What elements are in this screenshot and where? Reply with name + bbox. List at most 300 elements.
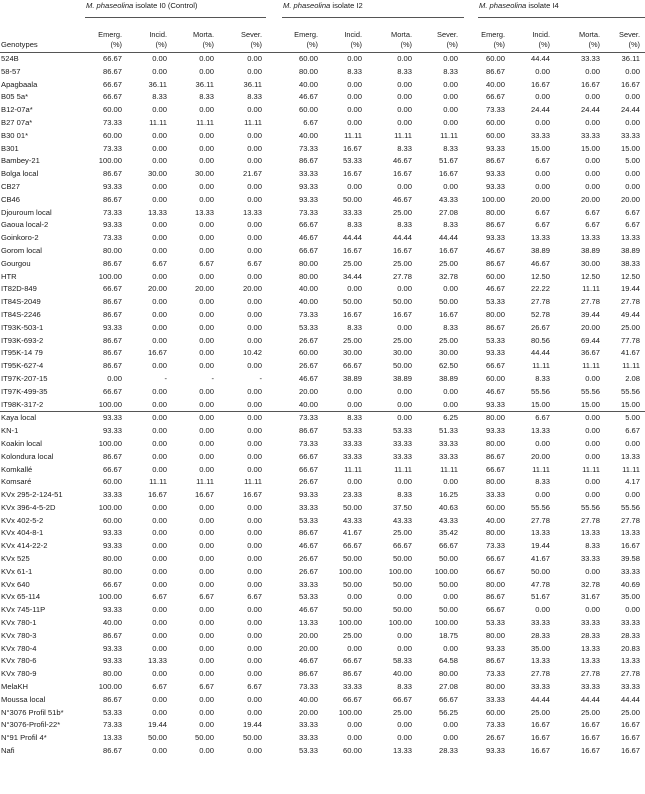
genotype-cell: KVx 295-2-124-51 bbox=[1, 490, 63, 500]
value-cell-i0-emerg: 86.67 bbox=[102, 348, 122, 358]
genotype-cell: CB27 bbox=[1, 181, 20, 191]
value-cell-i0-emerg: 86.67 bbox=[102, 309, 122, 319]
value-cell-i4-morta: 0.00 bbox=[585, 181, 600, 191]
value-cell-i4-incid: 6.67 bbox=[535, 156, 550, 166]
value-cell-i2-incid: 0.00 bbox=[347, 284, 362, 294]
value-cell-i0-sever: 0.00 bbox=[247, 643, 262, 653]
value-cell-i0-incid: 6.67 bbox=[152, 592, 167, 602]
table-row bbox=[0, 347, 645, 360]
table-row bbox=[0, 643, 645, 656]
value-cell-i2-emerg: 60.00 bbox=[298, 54, 318, 63]
value-cell-i4-incid: 20.00 bbox=[530, 451, 550, 461]
value-cell-i2-incid: 0.00 bbox=[347, 92, 362, 102]
value-cell-i2-morta: 37.50 bbox=[392, 502, 412, 512]
genotype-cell: Goinkoro-2 bbox=[1, 233, 39, 243]
value-cell-i2-emerg: 33.33 bbox=[298, 169, 318, 179]
value-cell-i4-emerg: 33.33 bbox=[485, 694, 505, 704]
value-cell-i4-sever: 16.67 bbox=[620, 79, 640, 89]
value-cell-i0-incid: 30.00 bbox=[147, 169, 167, 179]
value-cell-i0-emerg: 73.33 bbox=[102, 233, 122, 243]
value-cell-i2-emerg: 46.67 bbox=[298, 373, 318, 383]
value-cell-i0-sever: 0.00 bbox=[247, 426, 262, 436]
value-cell-i0-incid: 0.00 bbox=[152, 335, 167, 345]
value-cell-i4-morta: 11.11 bbox=[582, 361, 600, 371]
value-cell-i0-incid: 0.00 bbox=[152, 554, 167, 564]
value-cell-i0-morta: 13.33 bbox=[194, 207, 214, 217]
value-cell-i4-emerg: 73.33 bbox=[485, 105, 505, 115]
genotype-cell: Djouroum local bbox=[1, 207, 52, 217]
value-cell-i0-sever: 0.00 bbox=[247, 502, 262, 512]
value-cell-i0-incid: 0.00 bbox=[152, 464, 167, 474]
value-cell-i2-morta: 0.00 bbox=[397, 92, 412, 102]
value-cell-i4-sever: 11.11 bbox=[622, 464, 640, 474]
value-cell-i4-sever: 40.69 bbox=[620, 579, 640, 589]
value-cell-i4-morta: 33.33 bbox=[580, 618, 600, 628]
value-cell-i4-emerg: 66.67 bbox=[485, 464, 505, 474]
value-cell-i4-incid: 38.89 bbox=[530, 245, 550, 255]
value-cell-i0-morta: 0.00 bbox=[199, 669, 214, 679]
value-cell-i0-sever: 6.67 bbox=[247, 592, 262, 602]
table-row bbox=[0, 143, 645, 156]
value-cell-i2-sever: 0.00 bbox=[443, 592, 458, 602]
value-cell-i4-emerg: 86.67 bbox=[485, 66, 505, 76]
group-rule-i2 bbox=[282, 17, 464, 18]
value-cell-i4-emerg: 80.00 bbox=[485, 309, 505, 319]
value-cell-i0-emerg: 93.33 bbox=[102, 322, 122, 332]
value-cell-i4-sever: 24.44 bbox=[620, 105, 640, 115]
value-cell-i4-emerg: 66.67 bbox=[485, 361, 505, 371]
value-cell-i0-emerg: 93.33 bbox=[102, 541, 122, 551]
value-cell-i2-incid: 60.00 bbox=[342, 746, 362, 756]
table-row bbox=[0, 617, 645, 630]
value-cell-i2-sever: 40.63 bbox=[438, 502, 458, 512]
value-cell-i4-incid: 6.67 bbox=[535, 413, 550, 423]
value-cell-i0-sever: 0.00 bbox=[247, 309, 262, 319]
value-cell-i0-emerg: 73.33 bbox=[102, 117, 122, 127]
value-cell-i2-morta: 38.89 bbox=[392, 373, 412, 383]
value-cell-i2-morta: 8.33 bbox=[397, 66, 412, 76]
value-cell-i4-incid: 27.78 bbox=[530, 297, 550, 307]
value-cell-i4-emerg: 93.33 bbox=[485, 746, 505, 756]
value-cell-i0-emerg: 66.67 bbox=[102, 54, 122, 63]
value-cell-i4-incid: 12.50 bbox=[530, 271, 550, 281]
value-cell-i2-morta: 66.67 bbox=[392, 694, 412, 704]
value-cell-i2-morta: 11.11 bbox=[394, 464, 412, 474]
value-cell-i0-emerg: 60.00 bbox=[102, 130, 122, 140]
value-cell-i0-morta: 0.00 bbox=[199, 528, 214, 538]
value-cell-i0-incid: 0.00 bbox=[152, 643, 167, 653]
value-cell-i4-incid: 51.67 bbox=[530, 592, 550, 602]
table-row bbox=[0, 232, 645, 245]
value-cell-i0-morta: 0.00 bbox=[199, 399, 214, 409]
value-cell-i4-incid: 44.44 bbox=[530, 694, 550, 704]
value-cell-i4-morta: 38.89 bbox=[580, 245, 600, 255]
table-row bbox=[0, 155, 645, 168]
value-cell-i2-sever: 0.00 bbox=[443, 92, 458, 102]
value-cell-i4-sever: 28.33 bbox=[620, 630, 640, 640]
value-cell-i4-incid: 8.33 bbox=[535, 477, 550, 487]
value-cell-i0-incid: 0.00 bbox=[152, 630, 167, 640]
value-cell-i0-morta: 0.00 bbox=[199, 386, 214, 396]
value-cell-i4-incid: 44.44 bbox=[530, 54, 550, 63]
value-cell-i2-emerg: 86.67 bbox=[298, 426, 318, 436]
value-cell-i4-sever: 77.78 bbox=[620, 335, 640, 345]
value-cell-i2-sever: 0.00 bbox=[443, 117, 458, 127]
value-cell-i4-morta: 0.00 bbox=[585, 373, 600, 383]
value-cell-i2-sever: 43.33 bbox=[438, 194, 458, 204]
value-cell-i2-emerg: 53.33 bbox=[298, 515, 318, 525]
genotype-cell: KVx 780-3 bbox=[1, 630, 37, 640]
value-cell-i0-sever: 0.00 bbox=[247, 554, 262, 564]
value-cell-i2-sever: 8.33 bbox=[443, 220, 458, 230]
value-cell-i0-morta: 0.00 bbox=[199, 707, 214, 717]
value-cell-i2-morta: 0.00 bbox=[397, 643, 412, 653]
value-cell-i0-incid: 0.00 bbox=[152, 426, 167, 436]
value-cell-i0-morta: 0.00 bbox=[199, 143, 214, 153]
value-cell-i0-incid: 0.00 bbox=[152, 451, 167, 461]
value-cell-i0-sever: 0.00 bbox=[247, 707, 262, 717]
value-cell-i0-emerg: 93.33 bbox=[102, 605, 122, 615]
value-cell-i0-emerg: 93.33 bbox=[102, 656, 122, 666]
value-cell-i0-sever: 0.00 bbox=[247, 618, 262, 628]
value-cell-i4-sever: 5.00 bbox=[625, 413, 640, 423]
value-cell-i2-sever: 0.00 bbox=[443, 79, 458, 89]
value-cell-i2-sever: 0.00 bbox=[443, 477, 458, 487]
value-cell-i2-sever: 50.00 bbox=[438, 579, 458, 589]
value-cell-i2-sever: 33.33 bbox=[438, 438, 458, 448]
value-cell-i2-emerg: 73.33 bbox=[298, 309, 318, 319]
value-cell-i4-morta: 0.00 bbox=[585, 92, 600, 102]
value-cell-i0-morta: 0.00 bbox=[199, 271, 214, 281]
column-header-i2-incid: Incid. (%) bbox=[344, 30, 362, 49]
table-row bbox=[0, 451, 645, 464]
genotype-cell: Moussa local bbox=[1, 694, 46, 704]
value-cell-i2-morta: 25.00 bbox=[392, 207, 412, 217]
value-cell-i0-sever: 0.00 bbox=[247, 630, 262, 640]
value-cell-i0-incid: 19.44 bbox=[147, 720, 167, 730]
value-cell-i0-morta: 16.67 bbox=[194, 490, 214, 500]
table-row bbox=[0, 399, 645, 412]
table-row bbox=[0, 53, 645, 66]
value-cell-i0-incid: 50.00 bbox=[147, 733, 167, 743]
genotype-cell: Komsaré bbox=[1, 477, 32, 487]
value-cell-i4-incid: 55.56 bbox=[530, 502, 550, 512]
value-cell-i0-morta: 0.00 bbox=[199, 720, 214, 730]
column-header-genotypes: Genotypes bbox=[1, 40, 38, 49]
value-cell-i4-sever: 12.50 bbox=[620, 271, 640, 281]
table-row bbox=[0, 707, 645, 720]
genotype-cell: KVx 404-8-1 bbox=[1, 528, 44, 538]
value-cell-i4-emerg: 60.00 bbox=[485, 707, 505, 717]
value-cell-i4-sever: 20.83 bbox=[620, 643, 640, 653]
value-cell-i4-incid: 0.00 bbox=[535, 92, 550, 102]
value-cell-i4-sever: 0.00 bbox=[625, 438, 640, 448]
value-cell-i0-morta: 0.00 bbox=[199, 105, 214, 115]
value-cell-i2-emerg: 26.67 bbox=[298, 554, 318, 564]
value-cell-i0-emerg: 60.00 bbox=[102, 105, 122, 115]
table-row bbox=[0, 425, 645, 438]
value-cell-i0-incid: 16.67 bbox=[147, 490, 167, 500]
value-cell-i2-incid: 53.33 bbox=[342, 426, 362, 436]
value-cell-i2-incid: 25.00 bbox=[342, 258, 362, 268]
value-cell-i4-incid: 11.11 bbox=[532, 361, 550, 371]
value-cell-i2-sever: 43.33 bbox=[438, 515, 458, 525]
table-row bbox=[0, 258, 645, 271]
value-cell-i0-sever: 0.00 bbox=[247, 233, 262, 243]
genotype-cell: IT97K-499-35 bbox=[1, 386, 48, 396]
value-cell-i0-emerg: 0.00 bbox=[107, 373, 122, 383]
genotype-cell: KVx 780-9 bbox=[1, 669, 37, 679]
value-cell-i2-incid: 0.00 bbox=[347, 79, 362, 89]
value-cell-i4-morta: 0.00 bbox=[585, 451, 600, 461]
value-cell-i4-morta: 0.00 bbox=[585, 117, 600, 127]
table-row bbox=[0, 604, 645, 617]
value-cell-i2-emerg: 66.67 bbox=[298, 245, 318, 255]
value-cell-i4-incid: 44.44 bbox=[530, 348, 550, 358]
value-cell-i4-sever: 44.44 bbox=[620, 694, 640, 704]
value-cell-i4-emerg: 66.67 bbox=[485, 605, 505, 615]
value-cell-i2-sever: 8.33 bbox=[443, 143, 458, 153]
value-cell-i4-incid: 16.67 bbox=[530, 79, 550, 89]
value-cell-i4-morta: 11.11 bbox=[582, 284, 600, 294]
value-cell-i4-morta: 28.33 bbox=[580, 630, 600, 640]
value-cell-i2-morta: 0.00 bbox=[397, 322, 412, 332]
value-cell-i4-sever: 55.56 bbox=[620, 502, 640, 512]
value-cell-i4-sever: 5.00 bbox=[625, 156, 640, 166]
value-cell-i4-emerg: 86.67 bbox=[485, 258, 505, 268]
value-cell-i0-emerg: 66.67 bbox=[102, 579, 122, 589]
value-cell-i0-morta: 6.67 bbox=[199, 592, 214, 602]
value-cell-i2-sever: 0.00 bbox=[443, 386, 458, 396]
value-cell-i0-sever: 0.00 bbox=[247, 297, 262, 307]
value-cell-i0-incid: 13.33 bbox=[147, 656, 167, 666]
value-cell-i4-morta: 0.00 bbox=[585, 605, 600, 615]
value-cell-i4-sever: 13.33 bbox=[620, 451, 640, 461]
value-cell-i2-incid: 66.67 bbox=[342, 361, 362, 371]
value-cell-i0-emerg: 86.67 bbox=[102, 630, 122, 640]
value-cell-i0-sever: 0.00 bbox=[247, 438, 262, 448]
value-cell-i0-incid: 0.00 bbox=[152, 271, 167, 281]
value-cell-i4-sever: 33.33 bbox=[620, 130, 640, 140]
value-cell-i0-sever: 0.00 bbox=[247, 130, 262, 140]
value-cell-i2-morta: 25.00 bbox=[392, 707, 412, 717]
value-cell-i0-incid: 0.00 bbox=[152, 156, 167, 166]
value-cell-i0-sever: 8.33 bbox=[247, 92, 262, 102]
genotype-cell: KVx 525 bbox=[1, 554, 30, 564]
genotype-cell: KVx 780-4 bbox=[1, 643, 37, 653]
value-cell-i4-morta: 55.56 bbox=[580, 502, 600, 512]
value-cell-i2-sever: 38.89 bbox=[438, 373, 458, 383]
value-cell-i4-morta: 8.33 bbox=[585, 541, 600, 551]
value-cell-i2-morta: 46.67 bbox=[392, 194, 412, 204]
value-cell-i4-emerg: 86.67 bbox=[485, 656, 505, 666]
genotype-cell: Nafi bbox=[1, 746, 15, 756]
value-cell-i0-incid: 0.00 bbox=[152, 245, 167, 255]
value-cell-i4-morta: 13.33 bbox=[580, 233, 600, 243]
genotype-cell: KVx 61-1 bbox=[1, 566, 33, 576]
table-row bbox=[0, 117, 645, 130]
value-cell-i0-morta: 0.00 bbox=[199, 245, 214, 255]
value-cell-i0-sever: 20.00 bbox=[242, 284, 262, 294]
value-cell-i4-emerg: 33.33 bbox=[485, 490, 505, 500]
genotype-cell: 58-57 bbox=[1, 66, 21, 76]
genotype-cell: IT95K-14 79 bbox=[1, 348, 43, 358]
genotype-cell: B05 5a* bbox=[1, 92, 29, 102]
genotype-cell: KVx 780-1 bbox=[1, 618, 37, 628]
table-row bbox=[0, 283, 645, 296]
table-row bbox=[0, 296, 645, 309]
value-cell-i2-morta: 0.00 bbox=[397, 181, 412, 191]
value-cell-i0-morta: 0.00 bbox=[199, 335, 214, 345]
column-header-i4-emerg: Emerg. (%) bbox=[481, 30, 505, 49]
value-cell-i2-morta: 8.33 bbox=[397, 490, 412, 500]
value-cell-i0-emerg: 80.00 bbox=[102, 554, 122, 564]
value-cell-i0-incid: 13.33 bbox=[147, 207, 167, 217]
value-cell-i0-morta: 0.00 bbox=[199, 618, 214, 628]
value-cell-i0-emerg: 40.00 bbox=[102, 618, 122, 628]
value-cell-i2-morta: 16.67 bbox=[392, 245, 412, 255]
value-cell-i4-incid: 35.00 bbox=[530, 643, 550, 653]
value-cell-i4-incid: 25.00 bbox=[530, 707, 550, 717]
value-cell-i0-emerg: 93.33 bbox=[102, 643, 122, 653]
value-cell-i2-incid: 16.67 bbox=[342, 169, 362, 179]
value-cell-i2-morta: 0.00 bbox=[397, 720, 412, 730]
value-cell-i4-emerg: 100.00 bbox=[481, 194, 505, 204]
value-cell-i4-incid: 55.56 bbox=[530, 386, 550, 396]
table-row bbox=[0, 668, 645, 681]
value-cell-i0-sever: 0.00 bbox=[247, 245, 262, 255]
value-cell-i4-incid: 27.78 bbox=[530, 515, 550, 525]
value-cell-i0-sever: 0.00 bbox=[247, 669, 262, 679]
genotype-cell: HTR bbox=[1, 271, 17, 281]
value-cell-i4-sever: 33.33 bbox=[620, 566, 640, 576]
value-cell-i2-sever: 25.00 bbox=[438, 258, 458, 268]
value-cell-i2-incid: 11.11 bbox=[344, 130, 362, 140]
value-cell-i4-incid: 41.67 bbox=[530, 554, 550, 564]
value-cell-i0-sever: 0.00 bbox=[247, 54, 262, 63]
value-cell-i2-incid: 33.33 bbox=[342, 451, 362, 461]
value-cell-i0-emerg: 100.00 bbox=[98, 592, 122, 602]
value-cell-i4-incid: 20.00 bbox=[530, 194, 550, 204]
value-cell-i4-incid: 0.00 bbox=[535, 490, 550, 500]
table-row bbox=[0, 719, 645, 732]
value-cell-i0-incid: 0.00 bbox=[152, 322, 167, 332]
value-cell-i2-emerg: 80.00 bbox=[298, 271, 318, 281]
column-header-i0-emerg: Emerg. (%) bbox=[98, 30, 122, 49]
value-cell-i4-sever: 41.67 bbox=[620, 348, 640, 358]
column-header-i4-sever: Sever. (%) bbox=[619, 30, 640, 49]
value-cell-i0-morta: 0.00 bbox=[199, 156, 214, 166]
value-cell-i2-morta: 0.00 bbox=[397, 117, 412, 127]
value-cell-i2-incid: 66.67 bbox=[342, 656, 362, 666]
value-cell-i4-incid: 6.67 bbox=[535, 220, 550, 230]
value-cell-i2-emerg: 66.67 bbox=[298, 464, 318, 474]
genotype-cell: B27 07a* bbox=[1, 117, 33, 127]
genotype-cell: IT84S-2049 bbox=[1, 297, 41, 307]
value-cell-i0-sever: 0.00 bbox=[247, 181, 262, 191]
value-cell-i4-morta: 30.00 bbox=[580, 258, 600, 268]
value-cell-i2-sever: 100.00 bbox=[434, 618, 458, 628]
value-cell-i4-morta: 11.11 bbox=[582, 464, 600, 474]
value-cell-i4-emerg: 80.00 bbox=[485, 579, 505, 589]
value-cell-i4-emerg: 86.67 bbox=[485, 322, 505, 332]
value-cell-i0-emerg: 100.00 bbox=[98, 502, 122, 512]
table-row bbox=[0, 566, 645, 579]
table-row bbox=[0, 553, 645, 566]
value-cell-i0-morta: 6.67 bbox=[199, 682, 214, 692]
value-cell-i2-incid: 43.33 bbox=[342, 515, 362, 525]
genotype-cell: IT84S-2246 bbox=[1, 309, 41, 319]
value-cell-i4-emerg: 93.33 bbox=[485, 169, 505, 179]
table-row bbox=[0, 745, 645, 758]
value-cell-i4-morta: 69.44 bbox=[580, 335, 600, 345]
value-cell-i4-emerg: 40.00 bbox=[485, 79, 505, 89]
value-cell-i0-sever: 0.00 bbox=[247, 528, 262, 538]
value-cell-i2-emerg: 6.67 bbox=[303, 117, 318, 127]
value-cell-i0-emerg: 86.67 bbox=[102, 361, 122, 371]
genotype-cell: Koakin local bbox=[1, 438, 42, 448]
value-cell-i2-emerg: 13.33 bbox=[298, 618, 318, 628]
value-cell-i4-incid: 11.11 bbox=[532, 464, 550, 474]
value-cell-i0-morta: 0.00 bbox=[199, 438, 214, 448]
value-cell-i2-morta: 44.44 bbox=[392, 233, 412, 243]
value-cell-i0-incid: 0.00 bbox=[152, 528, 167, 538]
value-cell-i2-incid: 53.33 bbox=[342, 156, 362, 166]
value-cell-i0-incid: - bbox=[164, 373, 167, 383]
value-cell-i0-morta: 11.11 bbox=[196, 477, 214, 487]
value-cell-i4-incid: 27.78 bbox=[530, 669, 550, 679]
value-cell-i4-morta: 32.78 bbox=[580, 579, 600, 589]
value-cell-i4-emerg: 86.67 bbox=[485, 451, 505, 461]
value-cell-i2-morta: 50.00 bbox=[392, 554, 412, 564]
genotype-cell: KVx 65-114 bbox=[1, 592, 41, 602]
table-row bbox=[0, 104, 645, 117]
value-cell-i2-incid: 66.67 bbox=[342, 541, 362, 551]
genotype-cell: IT97K-207-15 bbox=[1, 373, 48, 383]
value-cell-i4-emerg: 26.67 bbox=[485, 733, 505, 743]
value-cell-i0-incid: 0.00 bbox=[152, 399, 167, 409]
value-cell-i0-morta: 6.67 bbox=[199, 258, 214, 268]
value-cell-i0-sever: 0.00 bbox=[247, 464, 262, 474]
value-cell-i2-sever: 56.25 bbox=[438, 707, 458, 717]
value-cell-i4-emerg: 80.00 bbox=[485, 528, 505, 538]
value-cell-i2-morta: 50.00 bbox=[392, 361, 412, 371]
genotype-cell: B12-07a* bbox=[1, 105, 33, 115]
value-cell-i0-emerg: 93.33 bbox=[102, 426, 122, 436]
value-cell-i2-incid: 38.89 bbox=[342, 373, 362, 383]
value-cell-i0-morta: 0.00 bbox=[199, 426, 214, 436]
value-cell-i0-sever: 0.00 bbox=[247, 386, 262, 396]
value-cell-i4-sever: 6.67 bbox=[625, 220, 640, 230]
value-cell-i4-incid: 22.22 bbox=[530, 284, 550, 294]
value-cell-i0-incid: 11.11 bbox=[149, 477, 167, 487]
value-cell-i0-emerg: 66.67 bbox=[102, 79, 122, 89]
group-rule-i4 bbox=[478, 17, 645, 18]
genotype-cell: Kaya local bbox=[1, 413, 37, 423]
value-cell-i0-emerg: 60.00 bbox=[102, 515, 122, 525]
value-cell-i4-incid: 16.67 bbox=[530, 733, 550, 743]
value-cell-i4-morta: 0.00 bbox=[585, 413, 600, 423]
value-cell-i2-incid: 0.00 bbox=[347, 592, 362, 602]
value-cell-i0-morta: 0.00 bbox=[199, 656, 214, 666]
value-cell-i2-incid: 0.00 bbox=[347, 105, 362, 115]
value-cell-i2-emerg: 40.00 bbox=[298, 297, 318, 307]
value-cell-i0-incid: 0.00 bbox=[152, 746, 167, 756]
value-cell-i0-sever: 0.00 bbox=[247, 335, 262, 345]
value-cell-i4-emerg: 53.33 bbox=[485, 297, 505, 307]
value-cell-i4-incid: 0.00 bbox=[535, 66, 550, 76]
value-cell-i0-sever: 0.00 bbox=[247, 566, 262, 576]
